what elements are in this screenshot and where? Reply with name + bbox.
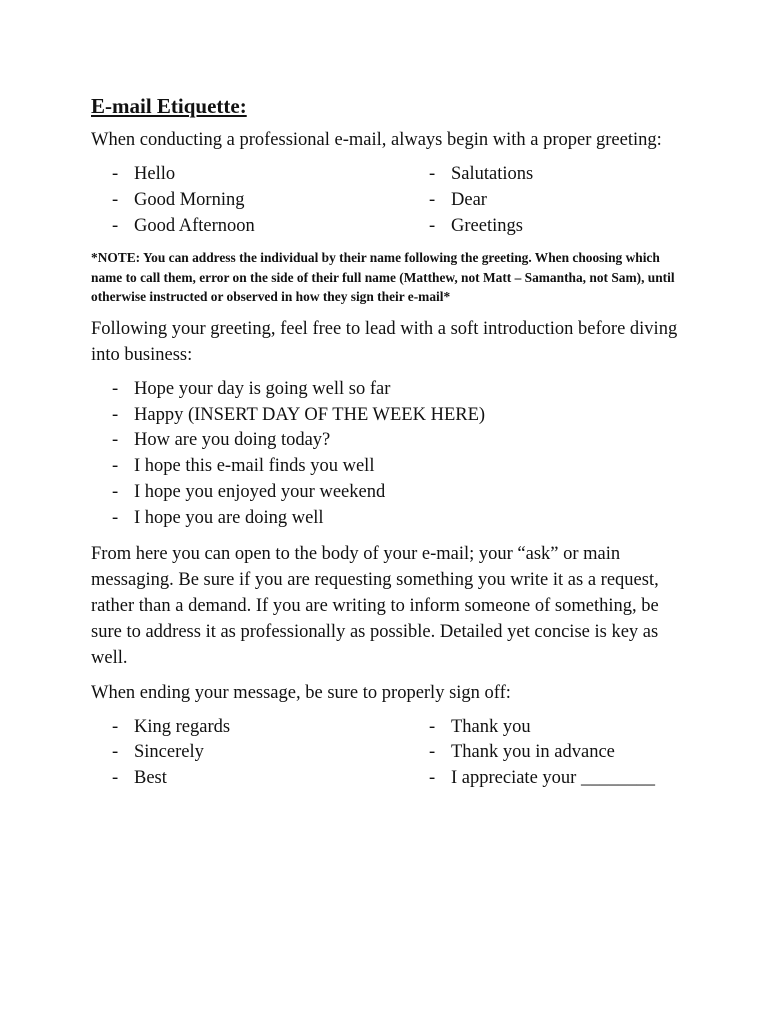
list-item: - Salutations (408, 162, 533, 188)
introductions-list (91, 377, 681, 532)
bullet-dash: - (112, 189, 119, 210)
ending-paragraph: When ending your message, be sure to properly sign off: (91, 682, 511, 703)
list-item: - I hope this e-mail finds you well (91, 454, 681, 480)
bullet-dash: - (112, 507, 119, 528)
list-item: - I hope you enjoyed your weekend (91, 480, 681, 506)
list-item: - King regards (91, 715, 408, 741)
signoffs-right-column (408, 715, 655, 792)
list-item: - Good Morning (91, 188, 408, 214)
bullet-dash: - (112, 716, 119, 737)
greetings-right-column (408, 162, 533, 239)
bullet-dash: - (112, 404, 119, 425)
bullet-dash: - (112, 164, 119, 184)
greetings-list (91, 162, 681, 239)
bullet-dash: - (429, 215, 436, 236)
bullet-dash: - (429, 768, 436, 789)
list-item: - I appreciate your ________ (408, 766, 655, 792)
bullet-dash: - (429, 716, 436, 737)
list-item: - Dear (408, 188, 533, 214)
list-item: - Thank you in advance (408, 740, 655, 766)
bullet-dash: - (112, 215, 119, 236)
list-item: - Good Afternoon (91, 214, 408, 240)
bullet-dash: - (429, 164, 436, 184)
bullet-dash: - (112, 378, 119, 399)
signoffs-list (91, 715, 681, 792)
greetings-left-column (91, 162, 408, 239)
bullet-dash: - (112, 430, 119, 451)
document-title: E-mail Etiquette: (91, 94, 247, 118)
bullet-dash: - (112, 768, 119, 789)
intro-paragraph: When conducting a professional e-mail, always begin with a proper greeting: (91, 130, 662, 150)
list-item: - Hope your day is going well so far (91, 377, 681, 403)
list-item: - I hope you are doing well (91, 506, 681, 532)
note-paragraph: *NOTE: You can address the individual by their name following the greeting. When choosing which name to call them, error on the side of their full name (Matthew, not Matt – Samantha, not Sam), until otherwise instructed or observed in how they sign their e-mail* (91, 250, 675, 305)
list-item: - Hello (91, 162, 408, 188)
list-item: - Best (91, 766, 408, 792)
list-item: - Sincerely (91, 740, 408, 766)
bullet-dash: - (112, 456, 119, 477)
document-page (91, 93, 681, 801)
bullet-dash: - (429, 189, 436, 210)
list-item: - How are you doing today? (91, 428, 681, 454)
list-item: - Happy (INSERT DAY OF THE WEEK HERE) (91, 403, 681, 429)
bullet-dash: - (429, 742, 436, 763)
list-item: - Greetings (408, 214, 533, 240)
body-paragraph: From here you can open to the body of your e-mail; your “ask” or main messaging. Be sure if you are requesting something you write it as a request, rather than a demand. If you are writing to inform someone of something, be sure to address it as professionally as possible. Detailed yet concise is key as well. (91, 543, 659, 668)
bullet-dash: - (112, 482, 119, 503)
following-paragraph: Following your greeting, feel free to lead with a soft introduction before diving into business: (91, 318, 678, 365)
signoffs-left-column (91, 715, 408, 792)
list-item: - Thank you (408, 715, 655, 741)
bullet-dash: - (112, 742, 119, 763)
